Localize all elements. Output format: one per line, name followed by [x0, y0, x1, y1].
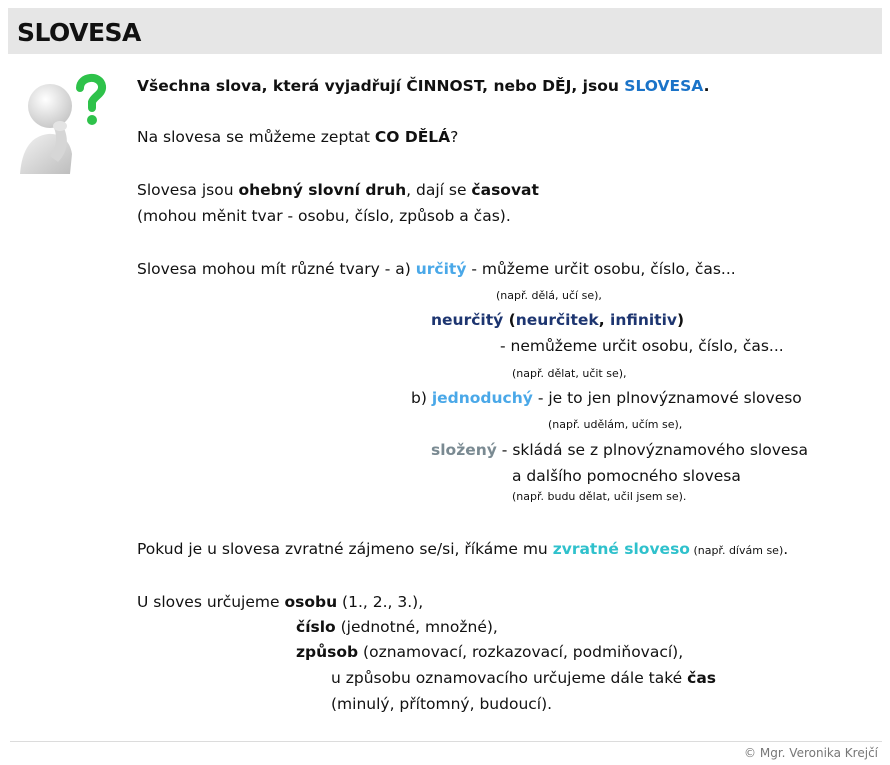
determine-cas-values: (minulý, přítomný, budoucí). [331, 695, 553, 713]
title-bar [8, 8, 882, 54]
question-line: Na slovesa se můžeme zeptat CO DĚLÁ? [137, 128, 459, 146]
determine-cas: u způsobu oznamovacího určujeme dále také čas [331, 669, 717, 687]
footer-divider [10, 741, 882, 742]
determine-cislo: číslo (jednotné, množné), [296, 618, 498, 636]
determine-osobu: U sloves určujeme osobu (1., 2., 3.), [137, 593, 424, 611]
inflection-line: Slovesa jsou ohebný slovní druh, dají se časovat [137, 181, 539, 199]
neurcity-example: (např. dělat, učit se), [512, 367, 627, 380]
neurcity-desc: - nemůžeme určit osobu, číslo, čas... [500, 337, 784, 355]
forms-intro: Slovesa mohou mít různé tvary - a) určitý - můžeme určit osobu, číslo, čas... [137, 260, 736, 278]
term-slovesa: SLOVESA [624, 77, 704, 95]
jednoduchy-line: b) jednoduchý - je to jen plnovýznamové sloveso [411, 389, 802, 407]
thinking-person-icon [14, 70, 110, 174]
copyright: © Mgr. Veronika Krejčí [744, 746, 878, 760]
reflexive-line: Pokud je u slovesa zvratné zájmeno se/si, říkáme mu zvratné sloveso (např. dívám se). [137, 540, 789, 558]
inflection-detail: (mohou měnit tvar - osobu, číslo, způsob a čas). [137, 207, 511, 225]
determine-zpusob: způsob (oznamovací, rozkazovací, podmiňovací), [296, 643, 684, 661]
slozeny-line: složený - skládá se z plnovýznamového slovesa [431, 441, 808, 459]
slozeny-desc2: a dalšího pomocného slovesa [512, 467, 741, 485]
term-jednoduchy: jednoduchý [431, 389, 533, 407]
term-zvratne: zvratné sloveso [552, 540, 690, 558]
term-urcity: určitý [415, 260, 467, 278]
jednoduchy-example: (např. udělám, učím se), [548, 418, 683, 431]
urcity-example: (např. dělá, učí se), [496, 289, 602, 302]
definition-line: Všechna slova, která vyjadřují ČINNOST, nebo DĚJ, jsou SLOVESA. [137, 77, 710, 95]
slozeny-example: (např. budu dělat, učil jsem se). [512, 490, 687, 503]
neurcity-line: neurčitý (neurčitek, infinitiv) [431, 311, 685, 329]
page-title: SLOVESA [17, 18, 141, 47]
term-neurcity: neurčitý [431, 311, 504, 329]
term-slozeny: složený [431, 441, 497, 459]
